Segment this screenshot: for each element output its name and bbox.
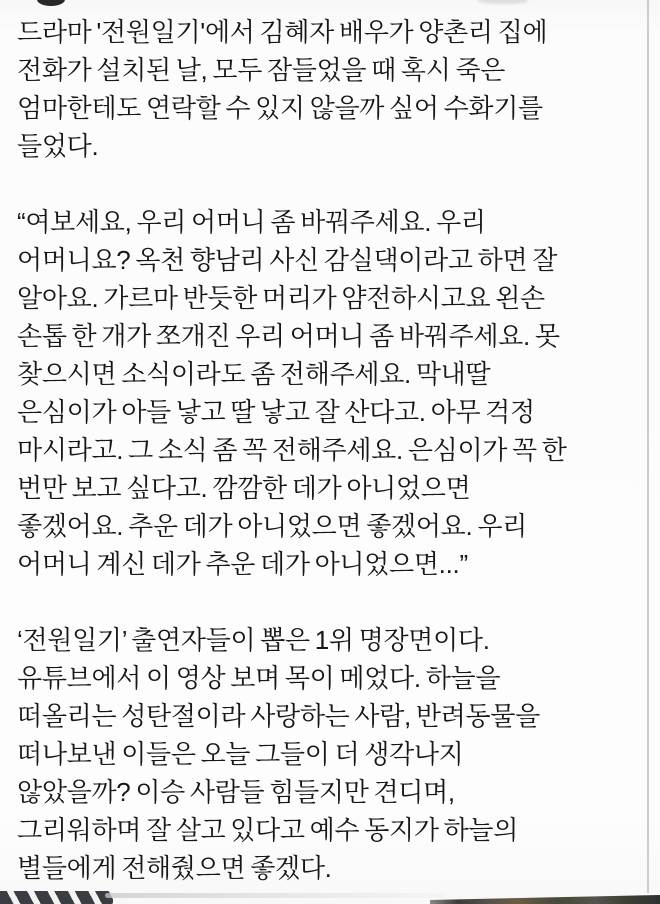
- text-line: 손톱 한 개가 쪼개진 우리 어머니 좀 바꿔주세요. 못: [17, 321, 560, 351]
- text-line: 번만 보고 싶다고. 깜깜한 데가 아니었으면: [17, 473, 471, 503]
- bottom-photo-sliver: [430, 895, 660, 904]
- text-line: 은심이가 아들 낳고 딸 낳고 잘 산다고. 아무 걱정: [17, 397, 535, 427]
- text-line: 좋겠어요. 추운 데가 아니었으면 좋겠어요. 우리: [17, 511, 527, 541]
- bottom-cropped-letters: [0, 891, 113, 904]
- paragraph-commentary: [17, 621, 647, 887]
- text-line: 어머니 계신 데가 추운 데가 아니었으면...”: [17, 549, 468, 579]
- text-line: 알아요. 가르마 반듯한 머리가 얌전하시고요 왼손: [17, 283, 545, 313]
- bottom-shadow-band: [105, 893, 445, 898]
- post-text: [17, 13, 647, 887]
- avatar-fragment: [37, 0, 65, 6]
- text-line: 엄마한테도 연락할 수 있지 않을까 싶어 수화기를: [17, 93, 543, 123]
- text-line: 별들에게 전해줬으면 좋겠다.: [17, 853, 332, 883]
- text-line: 그리워하며 잘 살고 있다고 예수 동지가 하늘의: [17, 815, 519, 845]
- text-line: 유튜브에서 이 영상 보며 목이 메었다. 하늘을: [17, 663, 501, 693]
- text-line: 드라마 '전원일기'에서 김혜자 배우가 양촌리 집에: [17, 17, 548, 47]
- paragraph-quote: [17, 203, 647, 583]
- text-line: 마시라고. 그 소식 좀 꼭 전해주세요. 은심이가 꼭 한: [17, 435, 567, 465]
- text-line: “여보세요, 우리 어머니 좀 바꿔주세요. 우리: [17, 207, 486, 237]
- text-line: 떠나보낸 이들은 오늘 그들이 더 생각나지: [17, 739, 464, 769]
- text-line: 찾으시면 소식이라도 좀 전해주세요. 막내딸: [17, 359, 491, 389]
- paragraph-intro: [17, 13, 647, 165]
- screen-edge-line: [647, 0, 649, 893]
- top-smudge: [478, 0, 528, 4]
- text-line: ‘전원일기’ 출연자들이 뽑은 1위 명장면이다.: [17, 625, 490, 655]
- text-line: 않았을까? 이승 사람들 힘들지만 견디며,: [17, 777, 455, 807]
- text-line: 떠올리는 성탄절이라 사랑하는 사람, 반려동물을: [17, 701, 540, 731]
- text-line: 어머니요? 옥천 향남리 사신 감실댁이라고 하면 잘: [17, 245, 558, 275]
- text-line: 들었다.: [17, 131, 99, 161]
- text-line: 전화가 설치된 날, 모두 잠들었을 때 혹시 죽은: [17, 55, 506, 85]
